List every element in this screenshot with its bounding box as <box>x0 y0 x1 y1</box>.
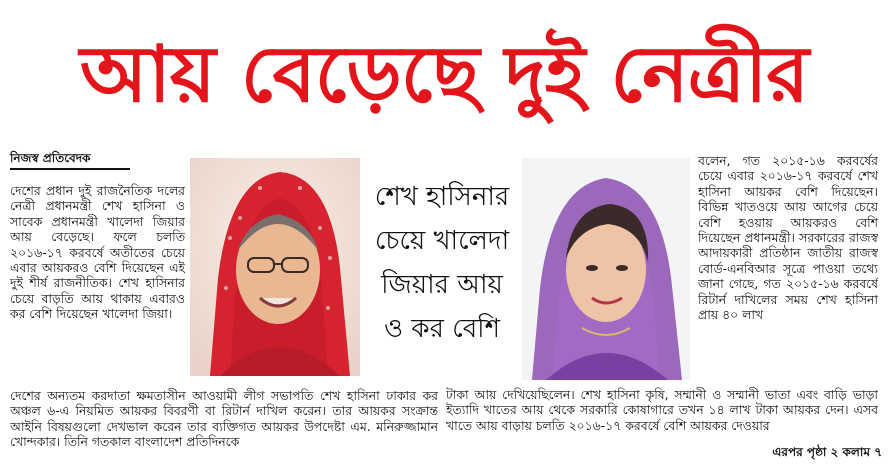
byline: নিজস্ব প্রতিবেদক <box>10 150 130 170</box>
portrait-woman-red-scarf-icon <box>190 158 360 376</box>
article-column-left: দেশের প্রধান দুই রাজনৈতিক দলের নেত্রী প্রধানমন্ত্রী শেখ হাসিনা ও সাবেক প্রধানমন্ত্রী খালেদা জিয়ার আয় বেড়েছে। ফলে চলতি ২০১৬-১৭ করবর্ষে অতীতের চেয়ে এবার আয়করও বেশি দিয়েছেন এই দুই শীর্ষ রাজনীতিক। শেখ হাসিনার চেয়ে বাড়তি আয় থাকায় এবারও কর বেশি দিয়েছেন খালেদা জিয়া। <box>10 183 185 322</box>
continued-on-page[interactable]: এরপর পৃষ্ঠা ২ কলাম ৭ <box>772 445 882 459</box>
headline: আয় বেড়েছে দুই নেত্রীর <box>79 30 809 120</box>
portrait-woman-purple-scarf-icon <box>522 158 690 380</box>
photo-khaleda-zia <box>522 158 690 380</box>
article-column-bottom-left: দেশের অন্যতম করদাতা ক্ষমতাসীন আওয়ামী লীগ সভাপতি শেখ হাসিনা ঢাকার কর অঞ্চল ৬-এ নিয়মিত আয়কর বিবরণী বা রিটার্ন দাখিল করেন। তার আয়কর সংক্রান্ত আইনি বিষয়গুলো দেখভাল করেন তার ব্যক্তিগত আয়কর উপদেষ্টা এম. মনিরুজ্জামান খোন্দকার। তিনি গতকাল বাংলাদেশ প্রতিদিনকে <box>10 388 438 450</box>
article-column-right: বলেন, গত ২০১৫-১৬ করবর্ষের চেয়ে এবার ২০১৬-১৭ করবর্ষে শেখ হাসিনা আয়কর বেশি দিয়েছেন। বিভিন্ন খাতওয়ে আয় আগের চেয়ে বেশি হওয়ায় আয়করও বেশি দিয়েছেন প্রধানমন্ত্রী। সরকারের রাজস্ব আদায়কারী প্রতিষ্ঠান জাতীয় রাজস্ব বোর্ড-এনবিআর সূত্রে পাওয়া তথ্যে জানা গেছে, গত ২০১৫-১৬ করবর্ষে রিটার্ন দাখিলের সময় শেখ হাসিনা প্রায় ৪০ লাখ <box>698 153 878 323</box>
photo-sheikh-hasina <box>190 158 360 376</box>
article-column-bottom-right: টাকা আয় দেখিয়েছিলেন। শেখ হাসিনা কৃষি, সম্মানী ও সম্মানী ভাতা এবং বাড়ি ভাড়া ইত্যাদি খাতের আয় থেকে সরকারি কোষাগারে তখন ১৪ লাখ টাকা আয়কর দেন। এসব খাতে আয় বাড়ায় চলতি ২০১৬-১৭ করবর্ষে বেশি আয়কর দেওয়ার <box>446 387 878 433</box>
pull-quote: শেখ হাসিনার চেয়ে খালেদা জিয়ার আয় ও কর বেশি <box>374 182 510 344</box>
